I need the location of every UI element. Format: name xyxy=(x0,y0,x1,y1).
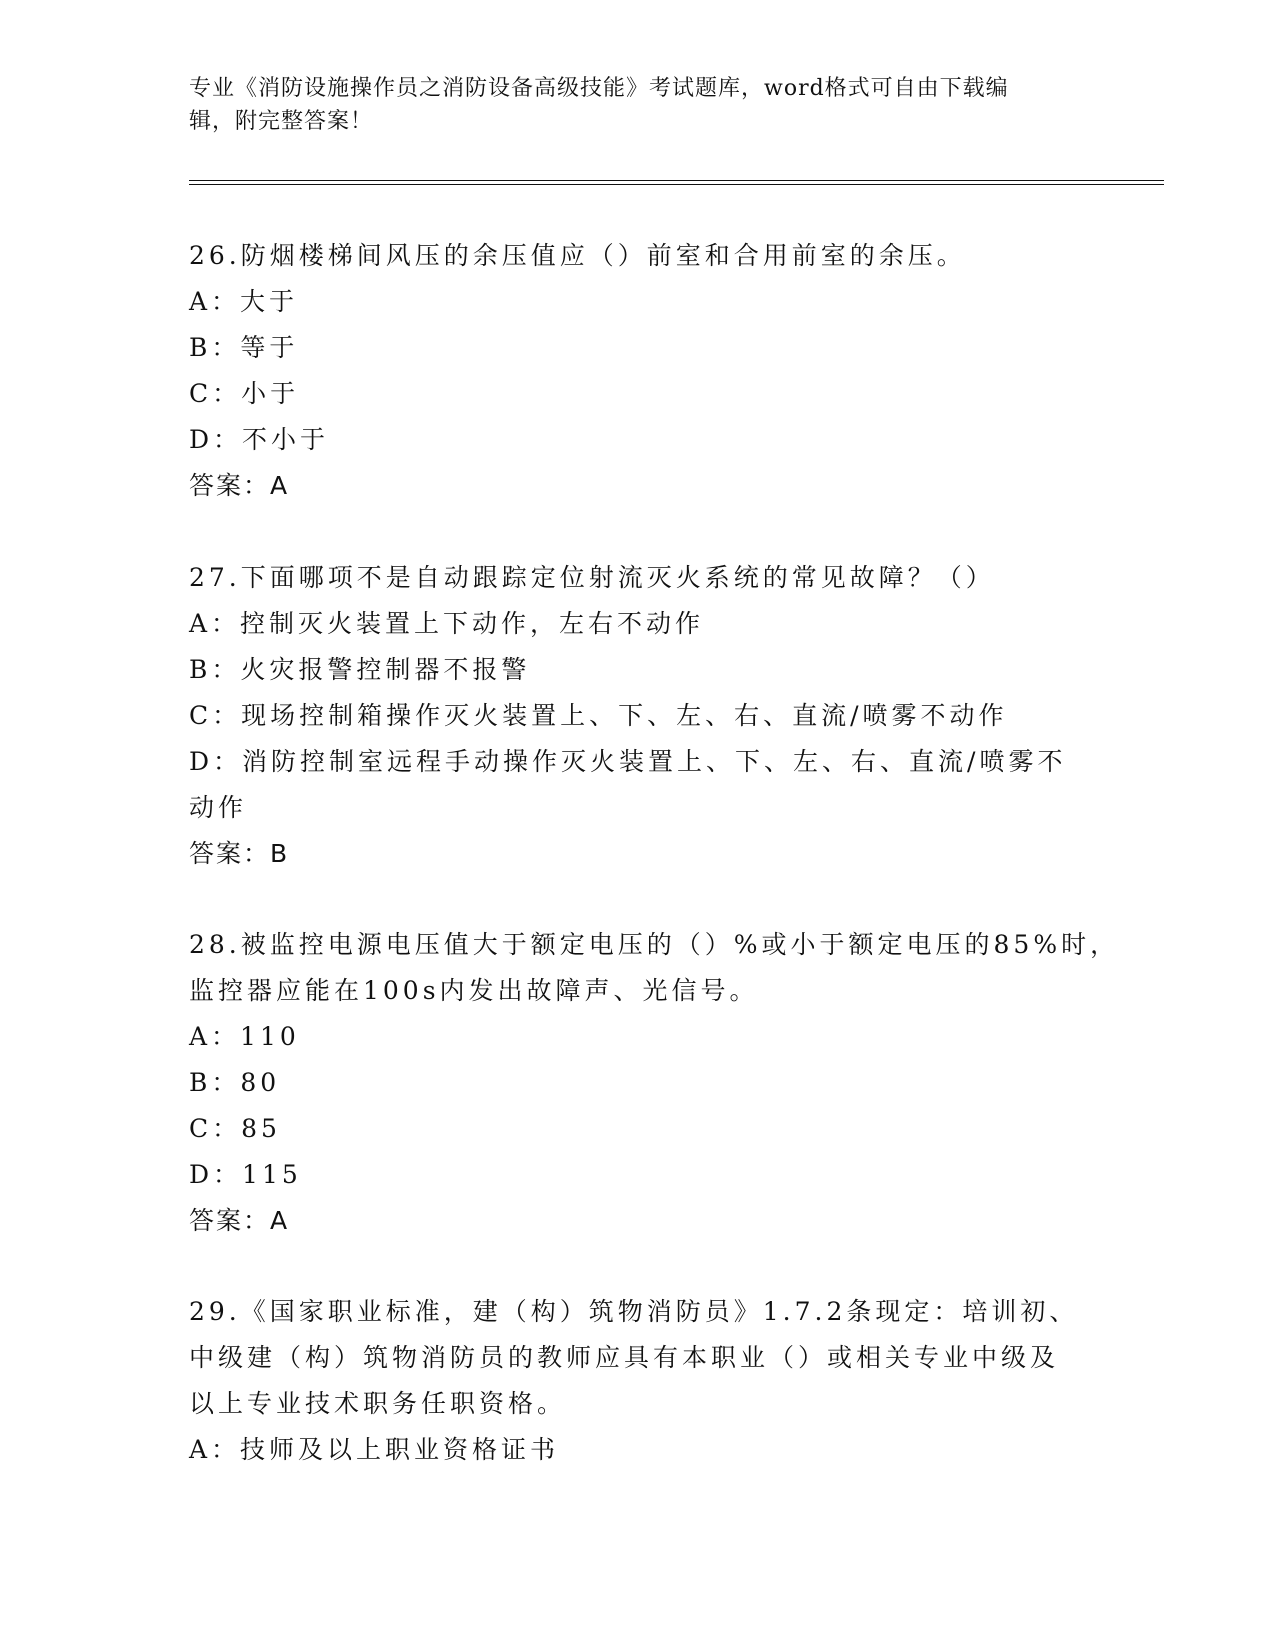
answer-label: 答案：A xyxy=(189,1206,290,1235)
option-a: A：110 xyxy=(189,1022,300,1051)
option-c: C：小于 xyxy=(189,379,300,408)
option-b: B：等于 xyxy=(189,333,299,362)
question-stem-line-2: 中级建（构）筑物消防员的教师应具有本职业（）或相关专业中级及 xyxy=(189,1343,1060,1372)
option-d: D：不小于 xyxy=(189,425,330,454)
header-divider-bottom xyxy=(189,184,1164,185)
question-stem-line-1: 28.被监控电源电压值大于额定电压的（）%或小于额定电压的85%时， xyxy=(189,930,1120,959)
question-29 xyxy=(189,1289,1079,1473)
answer-label: 答案：B xyxy=(189,839,290,868)
question-28 xyxy=(189,922,1120,1244)
answer-label: 答案：A xyxy=(189,471,290,500)
option-a: A：大于 xyxy=(189,287,299,316)
question-stem-line-2: 监控器应能在100s内发出故障声、光信号。 xyxy=(189,976,759,1005)
document-header xyxy=(189,72,1089,138)
option-a: A：控制灭火装置上下动作，左右不动作 xyxy=(189,609,705,638)
question-stem-line-1: 29.《国家职业标准，建（构）筑物消防员》1.7.2条现定：培训初、 xyxy=(189,1297,1079,1326)
header-line-1: 专业《消防设施操作员之消防设备高级技能》考试题库，word格式可自由下载编 xyxy=(189,76,1009,101)
header-divider-top xyxy=(189,180,1164,181)
question-stem: 27.下面哪项不是自动跟踪定位射流灭火系统的常见故障？（） xyxy=(189,563,995,592)
option-b: B：火灾报警控制器不报警 xyxy=(189,655,531,684)
option-b: B：80 xyxy=(189,1068,281,1097)
option-d: D：消防控制室远程手动操作灭火装置上、下、左、右、直流/喷雾不动作 xyxy=(189,747,1067,822)
question-stem-line-3: 以上专业技术职务任职资格。 xyxy=(189,1389,567,1418)
question-26 xyxy=(189,233,1069,509)
option-c: C：现场控制箱操作灭火装置上、下、左、右、直流/喷雾不动作 xyxy=(189,701,1008,730)
question-stem: 26.防烟楼梯间风压的余压值应（）前室和合用前室的余压。 xyxy=(189,241,966,270)
header-line-2: 辑，附完整答案！ xyxy=(189,109,374,134)
option-c: C：85 xyxy=(189,1114,281,1143)
option-d: D：115 xyxy=(189,1160,302,1189)
question-27 xyxy=(189,555,1069,877)
option-a: A：技师及以上职业资格证书 xyxy=(189,1435,560,1464)
